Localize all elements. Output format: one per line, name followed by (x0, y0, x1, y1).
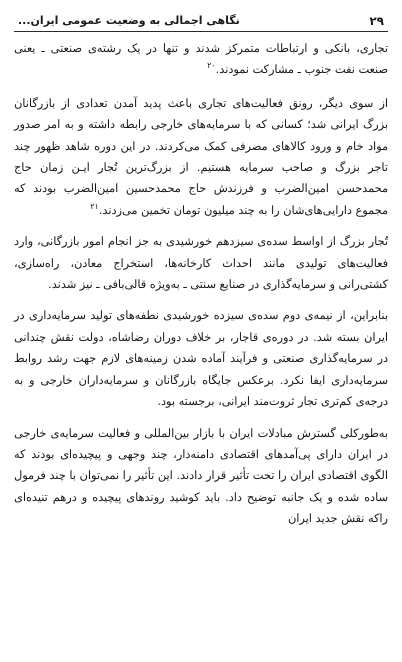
paragraph (14, 38, 388, 81)
paragraph-text: تجاری، بانکی و ارتباطات متمرکز شدند و تنها در یک رشته‌ی صنعتی ـ یعنی صنعت نفت جنوب ـ مشارکت نمودند. (14, 42, 388, 77)
paragraph (14, 231, 388, 295)
paragraph-text: بنابراین، از نیمه‌ی دوم سده‌ی سیزده خورشیدی نطفه‌های تولید سرمایه‌داری در ایران بسته شد. در دوره‌ی قاجار، بر خلاف دوران رضاشاه، دولت نقش چندانی در سرمایه‌گذاری صنعتی و فرآیند آماده شدن زمینه‌های لازم جهت رشد روابط سرمایه‌داری ایفا نکرد. برعکس جایگاه بازرگانان و سرمایه‌داران خارجی و به درجه‌ی کم‌تری تجار ثروت‌مند ایرانی، برجسته بود. (14, 309, 388, 409)
paragraph (14, 93, 388, 221)
footnote-marker: ۲۰ (207, 61, 216, 71)
page-body (14, 38, 388, 530)
paragraph-text: تُجار بزرگ از اواسط سده‌ی سیزدهم خورشیدی به جز انجام امور بازرگانی، وارد فعالیت‌های تولیدی مانند احداث کارخانه‌ها، استخراج معادن، راه‌سازی، کشتی‌رانی و سرمایه‌گذاری در صنایع سنتی ـ به‌ویژه قالی‌بافی ـ نیز شدند. (14, 235, 388, 292)
paragraph (14, 305, 388, 412)
paragraph-text: از سوی دیگر، رونق فعالیت‌های تجاری باعث پدید آمدن تعدادی از بازرگانان بزرگ ایرانی شد؛ کسانی که با سرمایه‌های خارجی رابطه داشته و به امر صدور مواد خام و ورود کالاهای مصرفی کمک می‌کردند. در این دوره شاهد ظهور چند تاجر بزرگ و صاحب سرمایه هستیم. از بزرگ‌ترین تُجار ایـن زمان حاج محمدحسن امین‌الضرب و فرزندش حاج محمدحسین امین‌الضرب بودند که مجموع دارایی‌های‌شان را به چند میلیون تومان تخمین می‌زدند. (14, 96, 388, 217)
footnote-marker: ۲۱ (90, 202, 99, 212)
paragraph-text: به‌طورکلی گسترش مبادلات ایران با بازار بین‌المللی و فعالیت سرمایه‌ی خارجی در ایران دارای پی‌آمدهای اقتصادی دامنه‌دار، چند وجهی و پیچیده‌ای بودند که الگوی اقتصادی ایران را تحت تأثیر قرار دادند. این تأثیر را نمی‌توان با چند فرمول ساده شده و یک جانبه توضیح داد. باید کوشید روندهای پیچیده و درهم تنیده‌ای راکه نقش جدید ایران (14, 426, 388, 526)
page-number: ۲۹ (369, 14, 384, 28)
page-header (14, 8, 388, 32)
running-title: نگاهی اجمالی به وضعیت عمومی ایران... (18, 14, 240, 27)
paragraph (14, 423, 388, 530)
